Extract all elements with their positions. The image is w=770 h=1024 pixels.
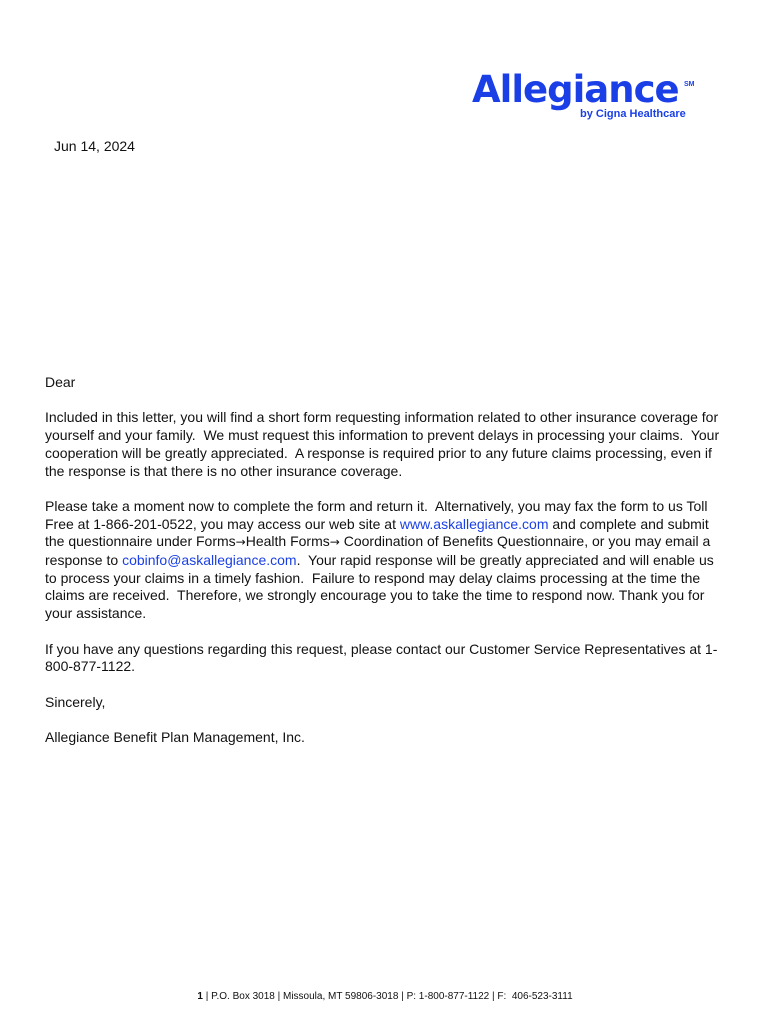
- paragraph-instructions: [45, 498, 725, 623]
- letter-body: [45, 374, 725, 764]
- website-link[interactable]: www.askallegiance.com: [399, 515, 549, 532]
- closing: Sincerely,: [45, 693, 106, 710]
- paragraph-text: Please take a moment now to complete the form and return it. Alternatively, you may fax the form to us Toll Free at 1-866-201-0522, you may access our web site at: [45, 497, 712, 532]
- paragraph-contact: If you have any questions regarding this request, please contact our Customer Service Representatives at 1-800-877-1122.: [45, 640, 718, 675]
- page-footer: [0, 991, 770, 1003]
- page-number: 1: [197, 991, 203, 1002]
- paragraph-text: Coordination of Benefits Questionnaire, or you may email a response to: [45, 533, 715, 568]
- company-logo: [472, 70, 702, 122]
- paragraph-text: . Your rapid response will be greatly appreciated and will enable us to process your claims in a timely fashion. Failure to respond may delay claims processing at the time the claims are received. Therefore, we strongly encourage you to take the time to respond now. Thank you for your assistance.: [45, 552, 718, 622]
- logo-service-mark: SM: [684, 81, 695, 88]
- email-link[interactable]: cobinfo@askallegiance.com: [122, 552, 297, 568]
- paragraph-text: Health Forms: [245, 533, 330, 550]
- right-arrow-icon: →: [329, 535, 340, 550]
- letter-date: Jun 14, 2024: [54, 138, 135, 154]
- logo-wordmark: Allegiance: [472, 68, 679, 111]
- footer-contact-info: | P.O. Box 3018 | Missoula, MT 59806-3018 | P: 1-800-877-1122 | F: 406-523-3111: [202, 991, 573, 1002]
- paragraph-text: and complete and submit the questionnaire under Forms: [45, 515, 713, 550]
- salutation: Dear: [45, 374, 76, 390]
- logo-subtitle: by Cigna Healthcare: [580, 108, 686, 120]
- right-arrow-icon: →: [235, 535, 246, 550]
- paragraph-intro: Included in this letter, you will find a short form requesting information related to other insurance coverage for yourself and your family. We must request this information to prevent delays in processing your claims. Your cooperation will be greatly appreciated. A response is required prior to any future claims processing, even if the response is that there is no other insurance coverage.: [45, 409, 724, 479]
- signature: Allegiance Benefit Plan Management, Inc.: [45, 728, 305, 745]
